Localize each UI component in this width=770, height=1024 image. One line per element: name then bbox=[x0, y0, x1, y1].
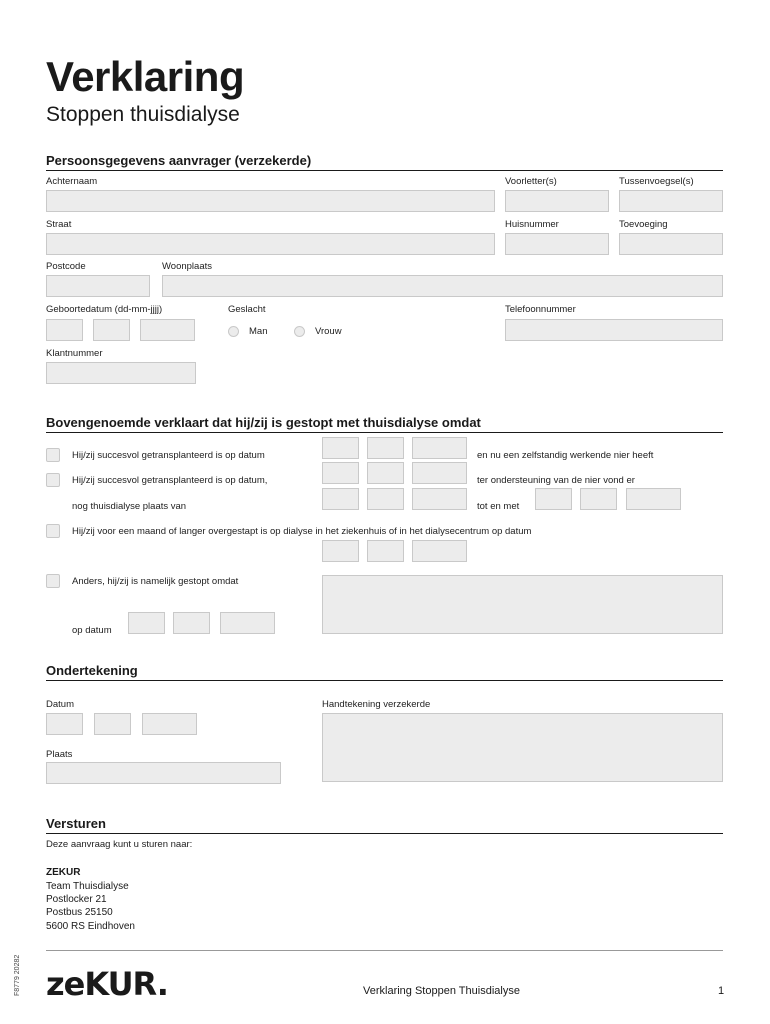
checkbox-hospital-dialysis[interactable] bbox=[46, 524, 60, 538]
woonplaats-field[interactable] bbox=[162, 275, 723, 297]
geboortedatum-month-field[interactable] bbox=[93, 319, 130, 341]
label-straat: Straat bbox=[46, 219, 72, 230]
straat-field[interactable] bbox=[46, 233, 495, 255]
label-geboortedatum: Geboortedatum (dd-mm-jjjj) bbox=[46, 304, 163, 315]
opt4-year-field[interactable] bbox=[220, 612, 275, 634]
opt3-month-field[interactable] bbox=[367, 540, 404, 562]
address-line-4: 5600 RS Eindhoven bbox=[46, 921, 135, 932]
postcode-field[interactable] bbox=[46, 275, 150, 297]
label-handtekening: Handtekening verzekerde bbox=[322, 699, 431, 710]
telefoonnummer-field[interactable] bbox=[505, 319, 723, 341]
section-divider bbox=[46, 170, 723, 171]
zekur-logo-text: zeKUR. bbox=[46, 968, 168, 998]
section-divider bbox=[46, 680, 723, 681]
radio-vrouw[interactable] bbox=[294, 326, 305, 337]
sign-day-field[interactable] bbox=[46, 713, 83, 735]
label-man: Man bbox=[249, 326, 268, 337]
label-op-datum: op datum bbox=[72, 625, 112, 636]
checkbox-transplant-success[interactable] bbox=[46, 448, 60, 462]
section-heading-personal: Persoonsgegevens aanvrager (verzekerde) bbox=[46, 153, 312, 168]
checkbox-transplant-support[interactable] bbox=[46, 473, 60, 487]
section-heading-sending: Versturen bbox=[46, 816, 106, 831]
footer-doc-title: Verklaring Stoppen Thuisdialyse bbox=[363, 985, 520, 997]
page-title: Verklaring bbox=[46, 53, 245, 100]
opt3-year-field[interactable] bbox=[412, 540, 467, 562]
opt2-to-day-field[interactable] bbox=[535, 488, 572, 510]
sign-year-field[interactable] bbox=[142, 713, 197, 735]
toevoeging-field[interactable] bbox=[619, 233, 723, 255]
label-vrouw: Vrouw bbox=[315, 326, 342, 337]
option-transplant-support-suffix: ter ondersteuning van de nier vond er bbox=[477, 475, 635, 486]
label-voorletters: Voorletter(s) bbox=[505, 176, 557, 187]
label-toevoeging: Toevoeging bbox=[619, 219, 668, 230]
plaats-field[interactable] bbox=[46, 762, 281, 784]
label-tussenvoegsel: Tussenvoegsel(s) bbox=[619, 176, 694, 187]
footer-divider bbox=[46, 950, 723, 951]
opt2-from-year-field[interactable] bbox=[412, 488, 467, 510]
label-geslacht: Geslacht bbox=[228, 304, 266, 315]
opt2-year-field[interactable] bbox=[412, 462, 467, 484]
opt2-from-month-field[interactable] bbox=[367, 488, 404, 510]
label-postcode: Postcode bbox=[46, 261, 86, 272]
page-number: 1 bbox=[718, 985, 725, 997]
label-huisnummer: Huisnummer bbox=[505, 219, 559, 230]
huisnummer-field[interactable] bbox=[505, 233, 609, 255]
opt1-day-field[interactable] bbox=[322, 437, 359, 459]
option-other-reason-label: Anders, hij/zij is namelijk gestopt omdat bbox=[72, 576, 239, 587]
label-plaats: Plaats bbox=[46, 749, 73, 760]
section-divider bbox=[46, 432, 723, 433]
opt1-month-field[interactable] bbox=[367, 437, 404, 459]
option-transplant-success-label: Hij/zij succesvol getransplanteerd is op datum bbox=[72, 450, 265, 461]
label-klantnummer: Klantnummer bbox=[46, 348, 103, 359]
option-transplant-support-line2: nog thuisdialyse plaats van bbox=[72, 501, 187, 512]
other-reason-textarea[interactable] bbox=[322, 575, 723, 634]
label-woonplaats: Woonplaats bbox=[162, 261, 212, 272]
opt2-month-field[interactable] bbox=[367, 462, 404, 484]
option-transplant-success-suffix: en nu een zelfstandig werkende nier heeft bbox=[477, 450, 654, 461]
signature-field[interactable] bbox=[322, 713, 723, 782]
address-company: ZEKUR bbox=[46, 867, 81, 878]
label-achternaam: Achternaam bbox=[46, 176, 98, 187]
opt2-day-field[interactable] bbox=[322, 462, 359, 484]
opt3-day-field[interactable] bbox=[322, 540, 359, 562]
opt2-to-year-field[interactable] bbox=[626, 488, 681, 510]
option-hospital-dialysis-label: Hij/zij voor een maand of langer overgestapt is op dialyse in het ziekenhuis of in het dialysecentrum op datum bbox=[72, 526, 532, 537]
section-heading-signing: Ondertekening bbox=[46, 663, 138, 678]
form-code: F8779 20282 bbox=[14, 954, 21, 996]
geboortedatum-year-field[interactable] bbox=[140, 319, 195, 341]
opt4-month-field[interactable] bbox=[173, 612, 210, 634]
sign-month-field[interactable] bbox=[94, 713, 131, 735]
address-line-1: Team Thuisdialyse bbox=[46, 881, 129, 892]
checkbox-other-reason[interactable] bbox=[46, 574, 60, 588]
geboortedatum-day-field[interactable] bbox=[46, 319, 83, 341]
address-line-2: Postlocker 21 bbox=[46, 894, 107, 905]
tussenvoegsel-field[interactable] bbox=[619, 190, 723, 212]
voorletters-field[interactable] bbox=[505, 190, 609, 212]
radio-man[interactable] bbox=[228, 326, 239, 337]
label-tot-en-met: tot en met bbox=[477, 501, 520, 512]
opt4-day-field[interactable] bbox=[128, 612, 165, 634]
address-line-3: Postbus 25150 bbox=[46, 907, 113, 918]
opt2-to-month-field[interactable] bbox=[580, 488, 617, 510]
section-divider bbox=[46, 833, 723, 834]
opt2-from-day-field[interactable] bbox=[322, 488, 359, 510]
zekur-logo bbox=[46, 968, 216, 998]
option-transplant-support-label: Hij/zij succesvol getransplanteerd is op datum, bbox=[72, 475, 268, 486]
klantnummer-field[interactable] bbox=[46, 362, 196, 384]
achternaam-field[interactable] bbox=[46, 190, 495, 212]
opt1-year-field[interactable] bbox=[412, 437, 467, 459]
section-heading-reasons: Bovengenoemde verklaart dat hij/zij is gestopt met thuisdialyse omdat bbox=[46, 415, 481, 430]
label-datum: Datum bbox=[46, 699, 74, 710]
label-telefoonnummer: Telefoonnummer bbox=[505, 304, 576, 315]
page-subtitle: Stoppen thuisdialyse bbox=[46, 103, 240, 126]
sending-intro: Deze aanvraag kunt u sturen naar: bbox=[46, 839, 193, 850]
